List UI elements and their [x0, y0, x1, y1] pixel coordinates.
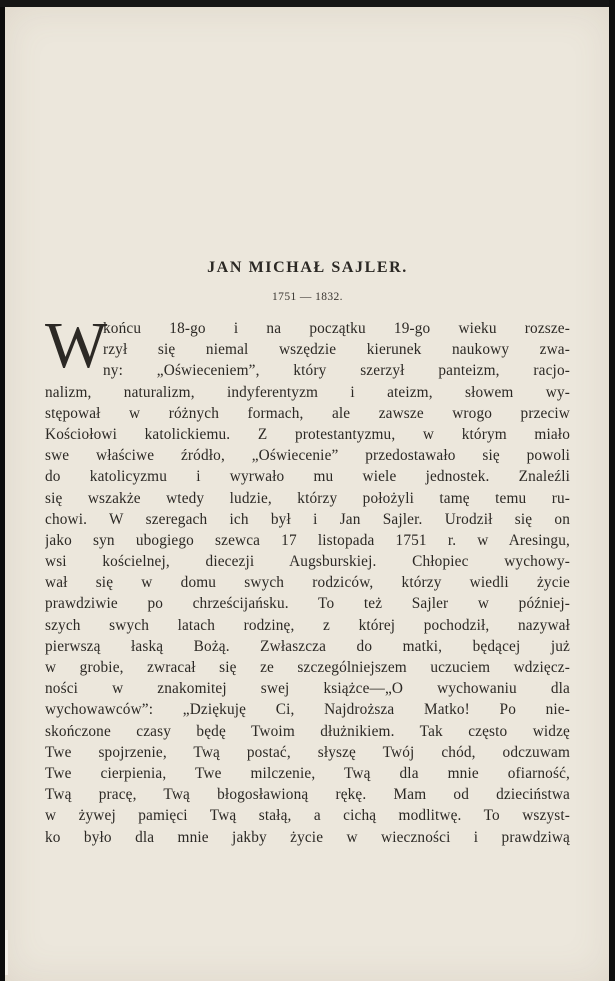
page-edge-mark	[5, 930, 8, 975]
text-line: się wszakże wtedy ludzie, którzy położyli tamę temu ru-	[45, 489, 570, 507]
page-right-edge	[609, 0, 615, 981]
text-line: skończone czasy będę Twoim dłużnikiem. Tak często widzę	[45, 722, 570, 740]
text-line: końcu 18-go i na początku 19-go wieku rozsze-	[103, 320, 570, 337]
text-line: ny: „Oświeceniem”, który szerzył panteizm, racjo-	[103, 362, 570, 380]
text-line: wał się w domu swych rodziców, którzy wiedli życie	[45, 574, 570, 592]
text-line: stępował w różnych formach, ale zawsze wrogo przeciw	[45, 404, 570, 422]
text-line: wsi kościelnej, diecezji Augsburskiej. Chłopiec wychowy-	[45, 553, 570, 571]
drop-cap: W	[45, 309, 108, 382]
text-line: w grobie, zwracał się ze szczególniejszem uczuciem wdzięcz-	[45, 659, 570, 676]
text-line: Twą pracę, Twą błogosławioną rękę. Mam od dzieciństwa	[45, 786, 570, 804]
text-line: ności w znakomitej swej książce—„O wychowaniu dla	[45, 680, 570, 698]
text-line: pierwszą łaską Bożą. Zwłaszcza do matki, będącej już	[45, 637, 570, 655]
text-line: w żywej pamięci Twą stałą, a cichą modlitwę. To wszyst-	[45, 807, 570, 825]
text-line: Kościołowi katolickiemu. Z protestantyzmu, w którym miało	[45, 425, 570, 443]
text-line: swe właściwe źródło, „Oświecenie” przedostawało się powoli	[45, 447, 570, 465]
text-line: chowi. W szeregach ich był i Jan Sajler. Urodził się on	[45, 510, 570, 528]
text-line: do katolicyzmu i wyrwało mu wiele jednostek. Znaleźli	[45, 468, 570, 486]
body-text	[45, 309, 570, 848]
text-line: nalizm, naturalizm, indyferentyzm i ateizm, słowem wy-	[45, 383, 570, 401]
text-line: rzył się niemal wszędzie kierunek naukowy zwa-	[103, 341, 570, 359]
text-line: ko było dla mnie jakby życie w wieczności i prawdziwą	[45, 828, 570, 846]
text-line: Twe spojrzenie, Twą postać, słyszę Twój chód, odczuwam	[45, 743, 570, 761]
text-line: Twe cierpienia, Twe milczenie, Twą dla mnie ofiarność,	[45, 764, 570, 782]
text-line: prawdziwie po chrześcijańsku. To też Sajler w później-	[45, 595, 570, 613]
text-line: jako syn ubogiego szewca 17 listopada 1751 r. w Aresingu,	[45, 531, 570, 549]
chapter-title: JAN MICHAŁ SAJLER.	[207, 259, 408, 276]
text-line: wychowawców”: „Dziękuję Ci, Najdroższa Matko! Po nie-	[45, 701, 570, 719]
text-line: szych swych latach rodzinę, z której pochodził, nazywał	[45, 616, 570, 634]
life-dates: 1751 — 1832.	[272, 291, 343, 303]
